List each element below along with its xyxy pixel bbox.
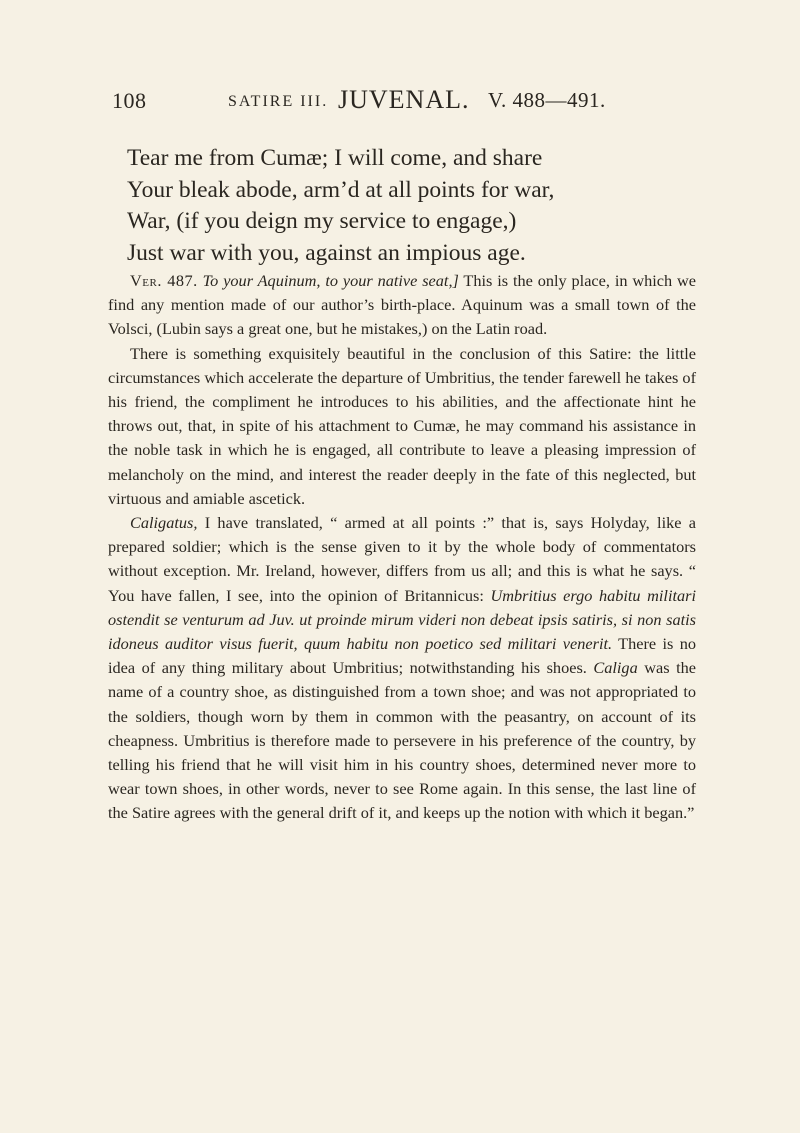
verse-line: Your bleak abode, arm’d at all points for war, xyxy=(127,176,555,203)
verse-line: Just war with you, against an impious age. xyxy=(127,239,526,266)
commentary-notes xyxy=(108,269,696,826)
verse-reference: Ver. 487. xyxy=(130,271,198,290)
note-lemma: Caligatus, xyxy=(130,513,198,533)
note-text: I have translated, “ armed at all points :” that is, says Holyday, like a prepared soldier; which is the sense given to it by the whole body of commentators without exception. Mr. Ireland, however, differs from us all; and this is what he says. “ You have fallen, I see, into the opinion of Britannicus: xyxy=(108,513,696,605)
note-text: This is the only place, in which we find any mention made of our author’s birth-place. Aquinum was a small town of the Volsci, (Lubin says a great one, but he mistakes,) on the Latin road. xyxy=(108,271,696,339)
note-paragraph xyxy=(108,511,696,826)
line-range: V. 488—491. xyxy=(488,88,606,112)
verse-line: Tear me from Cumæ; I will come, and share xyxy=(127,145,543,171)
page-number: 108 xyxy=(112,88,147,113)
verse-block xyxy=(127,143,727,269)
note-paragraph: There is something exquisitely beautiful in the conclusion of this Satire: the little circumstances which accelerate the departure of Umbritius, the tender farewell he takes of his friend, the compliment he introduces to his abilities, and the affectionate hint he throws out, that, in spite of his attachment to Cumæ, he may command his assistance in the noble task in which he is engaged, all contribute to leave a pleasing impression of melancholy on the mind, and interest the reader deeply in the fate of this neglected, but virtuous and amiable ascetick. xyxy=(108,343,696,508)
author-name: JUVENAL. xyxy=(338,85,470,114)
satire-number: SATIRE III. xyxy=(228,93,329,110)
note-text: There is no idea of any thing military about Umbritius; notwithstanding his shoes. xyxy=(108,634,696,678)
note-text: was the name of a country shoe, as distinguished from a town shoe; and was not appropriated to the soldiers, though worn by them in common with the peasantry, on account of its cheapness. Umbritius is therefore made to persevere in his preference of the country, by telling his friend that he will visit him in his country shoes, determined never more to wear town shoes, in other words, never to see Rome again. In this sense, the last line of the Satire agrees with the general drift of it, and keeps up the notion with which it began.” xyxy=(108,658,696,823)
note-lemma: To your Aquinum, to your native seat,] xyxy=(202,271,459,290)
running-header xyxy=(112,85,712,118)
latin-quotation: Umbritius ergo habitu militari ostendit se venturum ad Juv. ut proinde mirum videri non debeat ipsis satiris, si non satis idoneus auditor visus fuerit, quum habitu non poetico sed militari venerit. xyxy=(108,585,696,654)
note-paragraph xyxy=(108,269,696,342)
verse-line: War, (if you deign my service to engage,) xyxy=(127,208,517,234)
latin-term: Caliga xyxy=(593,658,638,678)
